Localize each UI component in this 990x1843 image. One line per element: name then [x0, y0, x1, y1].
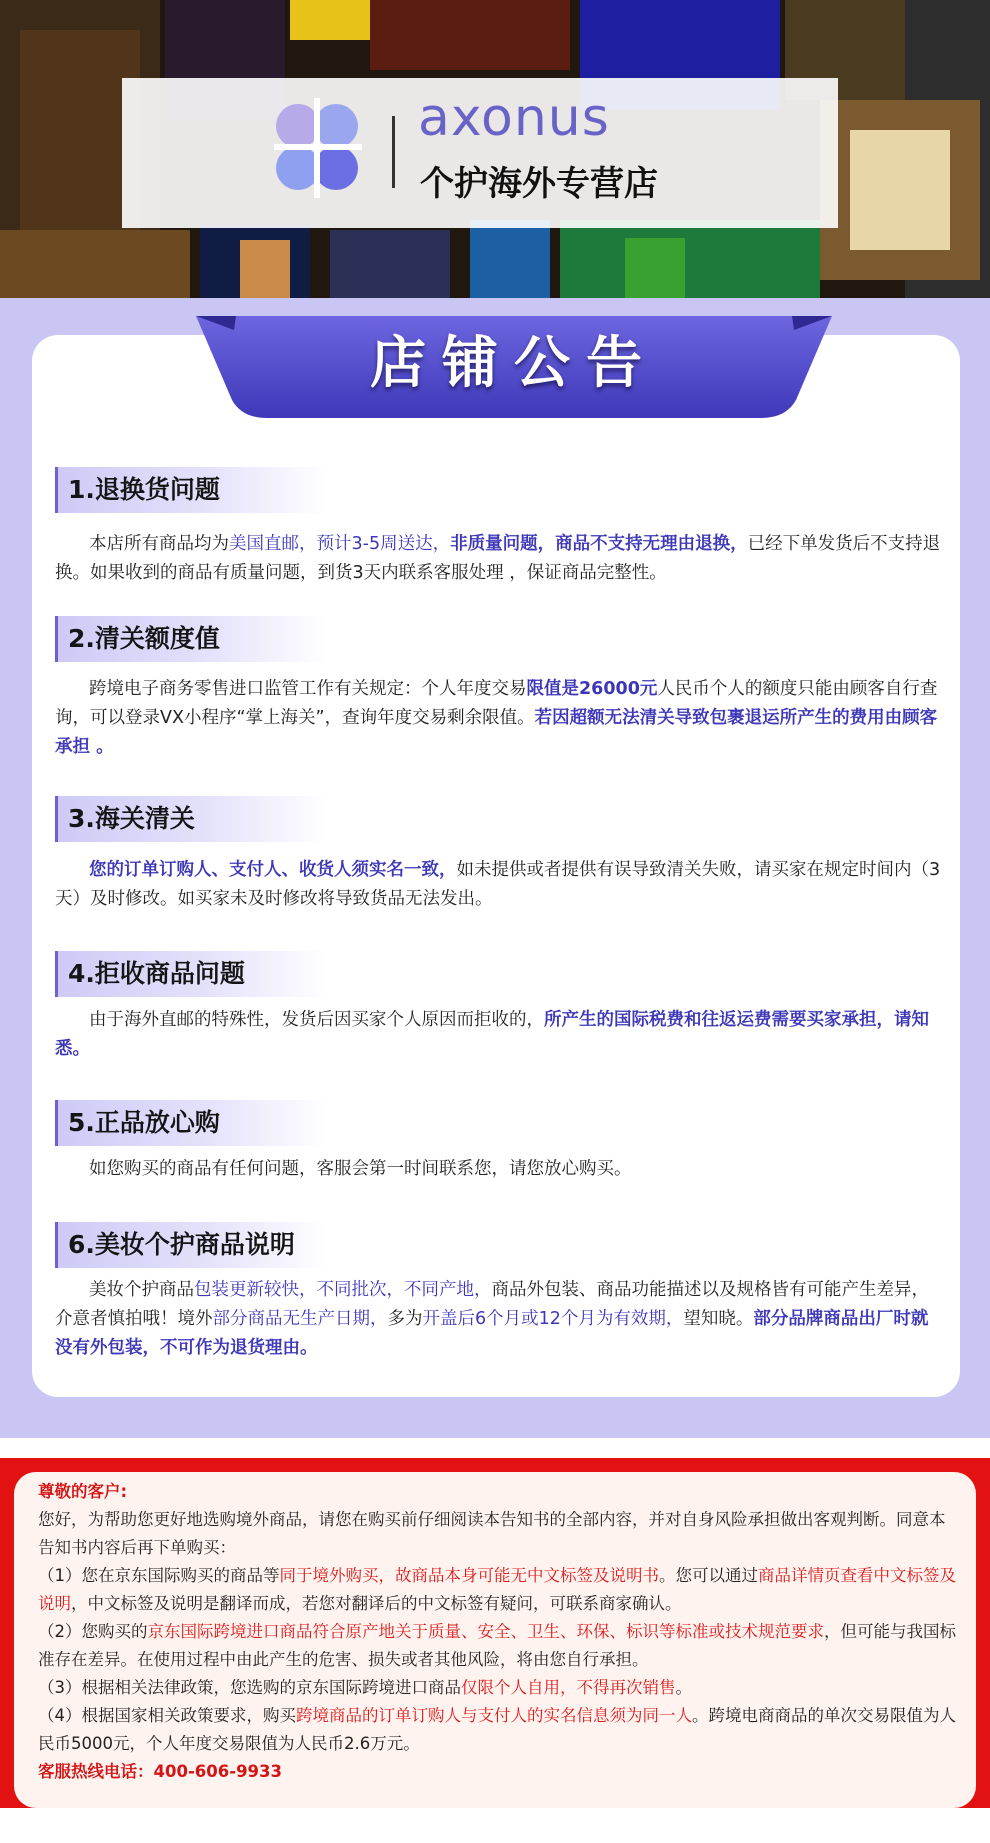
notice-item-3: （3）根据相关法律政策，您选购的京东国际跨境进口商品仅限个人自用，不得再次销售。: [38, 1678, 692, 1697]
section-title: 3.海关清关: [68, 804, 195, 833]
section-body-rejection: 由于海外直邮的特殊性，发货后因买家个人原因而拒收的，所产生的国际税费和往返运费需要买家承担，请知悉。: [55, 1010, 929, 1059]
section-header-cosmetics: [55, 1222, 328, 1268]
section-title: 5.正品放心购: [68, 1108, 220, 1137]
brand-logo-panel: [122, 78, 838, 228]
section-title: 6.美妆个护商品说明: [68, 1230, 295, 1259]
notice-item-2: （2）您购买的京东国际跨境进口商品符合原产地关于质量、安全、卫生、环保、标识等标准或技术规范要求，但可能与我国标准存在差异。在使用过程中由此产生的危害、损失或者其他风险，将由您自行承担。: [38, 1622, 956, 1669]
hotline[interactable]: 客服热线电话：400-606-9933: [38, 1762, 283, 1781]
notice-item-1: （1）您在京东国际购买的商品等同于境外购买，故商品本身可能无中文标签及说明书。您可以通过商品详情页查看中文标签及说明，中文标签及说明是翻译而成，若您对翻译后的中文标签有疑问，可联系商家确认。: [38, 1566, 956, 1613]
header-banner: [0, 0, 990, 300]
section-body-cosmetics: 美妆个护商品包装更新较快，不同批次，不同产地，商品外包装、商品功能描述以及规格皆有可能产生差异，介意者慎拍哦！境外部分商品无生产日期，多为开盖后6个月或12个月为有效期，望知晓。部分品牌商品出厂时就没有外包装，不可作为退货理由。: [55, 1280, 929, 1358]
section-header-rejection: [55, 951, 328, 997]
section-title: 2.清关额度值: [68, 624, 220, 653]
store-name: 个护海外专营店: [420, 164, 658, 204]
section-body-genuine: 如您购买的商品有任何问题，客服会第一时间联系您，请您放心购买。: [89, 1159, 632, 1179]
notice-greeting: 尊敬的客户:: [38, 1482, 128, 1501]
section-body-customs-clearance: 您的订单订购人、支付人、收货人须实名一致，如未提供或者提供有误导致清关失败，请买家在规定时间内（3天）及时修改。如买家未及时修改将导致货品无法发出。: [55, 860, 941, 909]
section-header-customs-clearance: [55, 796, 328, 842]
notice-title: 店铺公告: [370, 331, 658, 396]
section-title: 4.拒收商品问题: [68, 959, 245, 988]
section-body-returns: 本店所有商品均为美国直邮，预计3-5周送达，非质量问题，商品不支持无理由退换，已经下单发货后不支持退换。如果收到的商品有质量问题，到货3天内联系客服处理 ，保证商品完整性。: [55, 534, 941, 583]
notice-intro: 您好，为帮助您更好地选购境外商品，请您在购买前仔细阅读本告知书的全部内容，并对自身风险承担做出客观判断。同意本告知书内容后再下单购买：: [38, 1510, 946, 1557]
section-title: 1.退换货问题: [68, 475, 220, 504]
brand-name: axonus: [418, 88, 610, 148]
section-body-customs-limit: 跨境电子商务零售进口监管工作有关规定：个人年度交易限值是26000元人民币个人的额度只能由顾客自行查询，可以登录VX小程序“掌上海关”，查询年度交易剩余限值。若因超额无法清关导致包裹退运所产生的费用由顾客承担 。: [55, 679, 938, 757]
logo-divider: [392, 116, 395, 188]
section-header-customs-limit: [55, 616, 328, 662]
notice-item-4: （4）根据国家相关政策要求，购买跨境商品的订单订购人与支付人的实名信息须为同一人。跨境电商商品的单次交易限值为人民币5000元，个人年度交易限值为人民币2.6万元。: [38, 1706, 956, 1753]
section-header-genuine: [55, 1100, 328, 1146]
axonus-logo-icon: [274, 98, 362, 198]
section-header-returns: [55, 467, 328, 513]
